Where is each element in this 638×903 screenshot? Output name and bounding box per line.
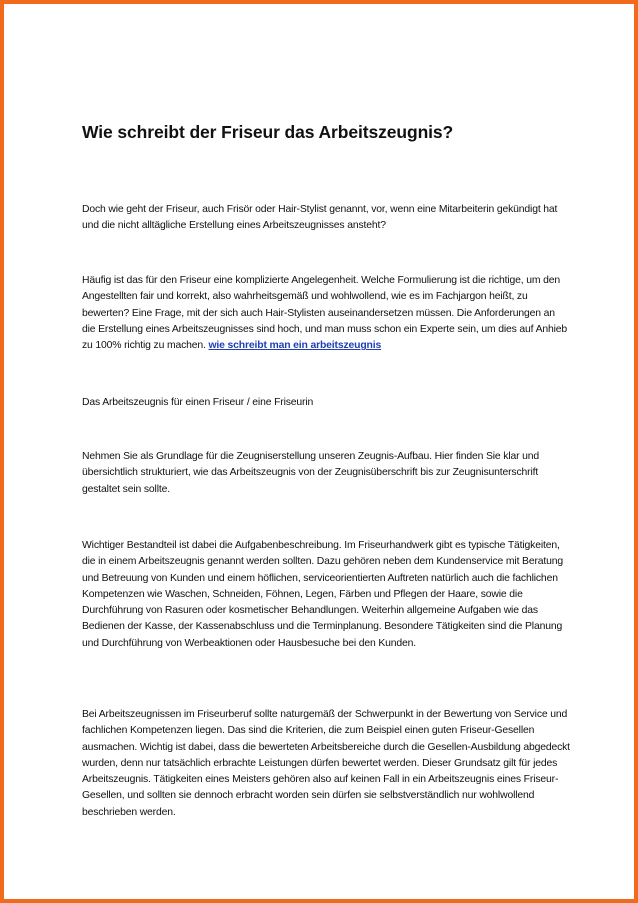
document-title: Wie schreibt der Friseur das Arbeitszeugnis? bbox=[82, 122, 454, 142]
section-heading: Das Arbeitszeugnis für einen Friseur / eine Friseurin bbox=[82, 397, 314, 408]
paragraph-template: Nehmen Sie als Grundlage für die Zeugniserstellung unseren Zeugnis-Aufbau. Hier finden Sie klar und übersichtlich strukturiert, wie das Arbeitszeugnis von der Zeugnisüberschrift bis zur Zeugnisunterschrift gestaltet sein sollte. bbox=[82, 451, 540, 495]
paragraph-evaluation: Bei Arbeitszeugnissen im Friseurberuf sollte naturgemäß der Schwerpunkt in der Bewertung von Service und fachlichen Kompetenzen liegen. Das sind die Kriterien, die zum Beispiel einen guten Friseur-Gesellen ausmachen. Wichtig ist dabei, dass die bewerteten Arbeitsbereiche durch die Gesellen-Ausbildung abgedeckt wurden, denn nur tatsächlich erbrachte Leistungen dürfen bewertet werden. Dieser Grundsatz gilt für jedes Arbeitszeugnis. Tätigkeiten eines Meisters gehören also auf keinen Fall in ein Arbeitszeugnis eines Friseur-Gesellen, und sollten sie dennoch erbracht worden sein dürfen sie selbstverständlich nur wohlwollend beschrieben werden. bbox=[82, 709, 570, 818]
arbeitszeugnis-link[interactable]: wie schreibt man ein arbeitszeugnis bbox=[208, 340, 382, 352]
paragraph-complexity bbox=[82, 273, 570, 354]
paragraph-complexity-text: Häufig ist das für den Friseur eine komplizierte Angelegenheit. Welche Formulierung ist die richtige, um den Angestellten fair und korrekt, also wahrheitsgemäß und wohlwollend, wie es im Fachjargon heißt, zu bewerten? Eine Frage, mit der sich auch Hair-Stylisten auseinandersetzen müssen. Die Anforderungen an die Erstellung eines Arbeitszeugnisses sind hoch, und man muss schon ein Experte sein, um dies auf Anhieb zu 100% richtig zu machen. bbox=[82, 275, 568, 352]
paragraph-intro: Doch wie geht der Friseur, auch Frisör oder Hair-Stylist genannt, vor, wenn eine Mitarbeiterin gekündigt hat und die nicht alltägliche Erstellung eines Arbeitszeugnisses ansteht? bbox=[82, 204, 558, 232]
paragraph-tasks: Wichtiger Bestandteil ist dabei die Aufgabenbeschreibung. Im Friseurhandwerk gibt es typische Tätigkeiten, die in einem Arbeitszeugnis genannt werden sollten. Dazu gehören neben dem Kundenservice mit Beratung und Betreuung von Kunden und einem höflichen, serviceorientierten Auftreten natürlich auch die fachlichen Kompetenzen wie Waschen, Schneiden, Föhnen, Legen, Färben und Pflegen der Haare, sowie die Durchführung von Rasuren oder kosmetischer Behandlungen. Weiterhin allgemeine Aufgaben wie das Bedienen der Kasse, der Kassenabschluss und die Terminplanung. Besondere Tätigkeiten sind die Planung und Durchführung von Werbeaktionen oder Hausbesuche bei den Kunden. bbox=[82, 540, 564, 649]
